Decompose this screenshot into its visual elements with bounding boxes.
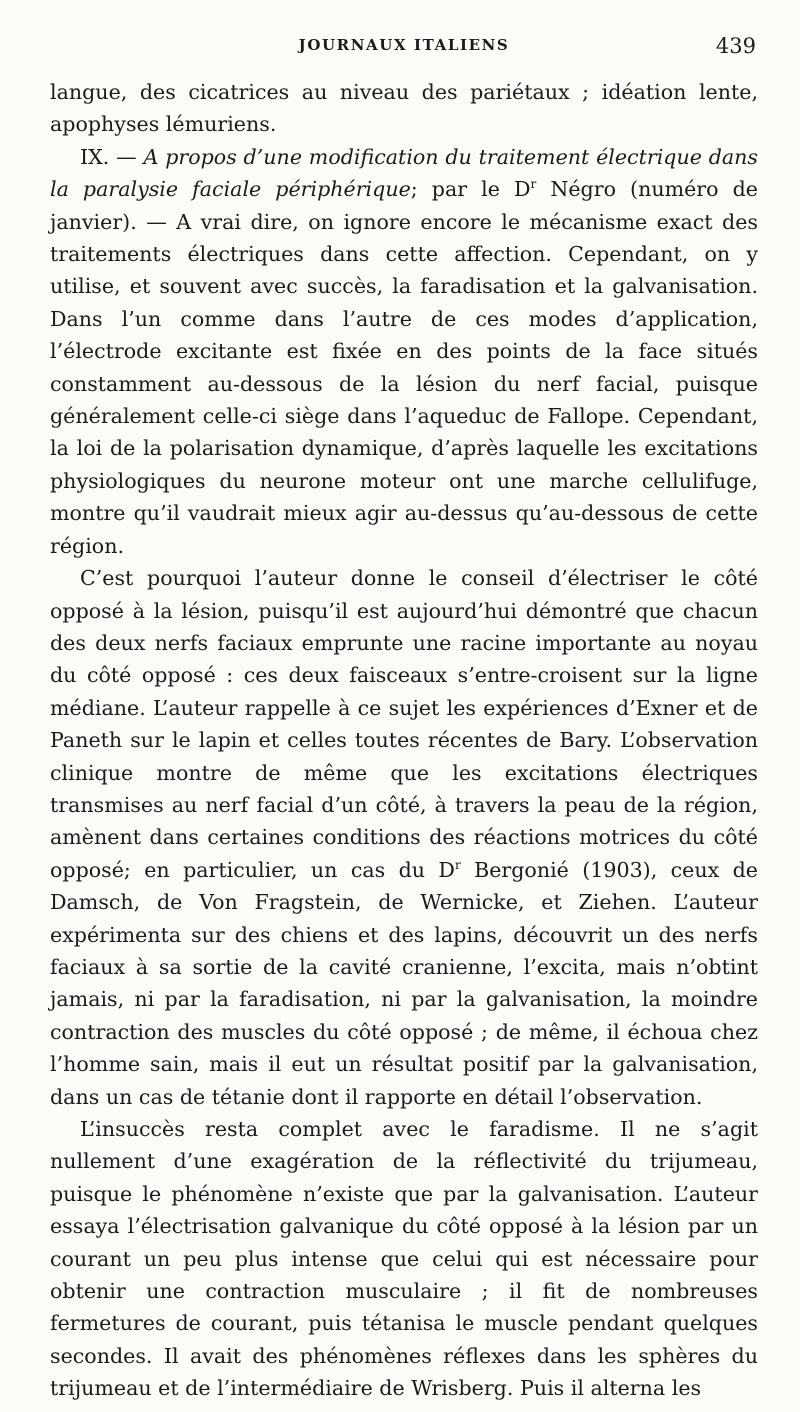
section-number: IX. —	[80, 144, 137, 169]
superscript-r: r	[454, 857, 461, 872]
paragraph-electriser	[50, 562, 758, 1113]
article-title: A propos d’une modification du traitement électrique dans la paralysie faciale périphérique	[50, 144, 758, 202]
page-number: 439	[715, 34, 756, 58]
paragraph-body-part-a: C’est pourquoi l’auteur donne le conseil d’électriser le côté opposé à la lésion, puisqu’il est aujourd’hui démontré que chacun des deux nerfs faciaux emprunte une racine importante au noyau du côté opposé : ces deux faisceaux s’entre-croisent sur la ligne médiane. L’auteur rappelle à ce sujet les expériences d’Exner et de Paneth sur le lapin et celles toutes récentes de Bary. L’observation clinique montre de même que les excitations électriques transmises au nerf facial d’un côté, à travers la peau de la région, amènent dans certaines conditions des réactions motrices du côté opposé; en particulier, un cas du D	[50, 566, 758, 882]
page-header	[50, 34, 758, 64]
running-head: JOURNAUX ITALIENS	[298, 36, 510, 54]
paragraph-body: Négro (numéro de janvier). — A vrai dire, on ignore encore le mécanisme exact des traitements électriques dans cette affection. Cependant, on y utilise, et souvent avec succès, la faradisation et la galvanisation. Dans l’un comme dans l’autre de ces modes d’application, l’électrode excitante est fixée en des points de la face situés constamment au-dessous de la lésion du nerf facial, puisque généralement celle-ci siège dans l’aqueduc de Fallope. Cependant, la loi de la polarisation dynamique, d’après laquelle les excitations physiologiques du neurone moteur ont une marche cellulifuge, montre qu’il vaudrait mieux agir au-dessus qu’au-dessous de cette région.	[50, 177, 758, 558]
paragraph-insucces: L’insuccès resta complet avec le faradisme. Il ne s’agit nullement d’une exagération de la réflectivité du trijumeau, puisque le phénomène n’existe que par la galvanisation. L’auteur essaya l’électrisation galvanique du côté opposé à la lésion par un courant un peu plus intense que celui qui est nécessaire pour obtenir une contraction musculaire ; il fit de nombreuses fermetures de courant, puis tétanisa le muscle pendant quelques secondes. Il avait des phénomènes réflexes dans les sphères du trijumeau et de l’intermédiaire de Wrisberg. Puis il alterna les	[50, 1117, 758, 1401]
author-prefix: ; par le D	[410, 177, 531, 202]
body-text	[50, 76, 758, 1405]
paragraph-body-part-b: Bergonié (1903), ceux de Damsch, de Von Fragstein, de Wernicke, et Ziehen. L’auteur expérimenta sur des chiens et des lapins, découvrit un des nerfs faciaux à sa sortie de la cavité cranienne, l’excita, mais n’obtint jamais, ni par la faradisation, ni par la galvanisation, la moindre contraction des muscles du côté opposé ; de même, il échoua chez l’homme sain, mais il eut un résultat positif par la galvanisation, dans un cas de tétanie dont il rapporte en détail l’observation.	[50, 857, 758, 1109]
paragraph-continuation: langue, des cicatrices au niveau des pariétaux ; idéation lente, apophyses lémuriens.	[50, 80, 758, 137]
superscript-r: r	[530, 177, 537, 192]
paragraph-section-ix	[50, 141, 758, 562]
